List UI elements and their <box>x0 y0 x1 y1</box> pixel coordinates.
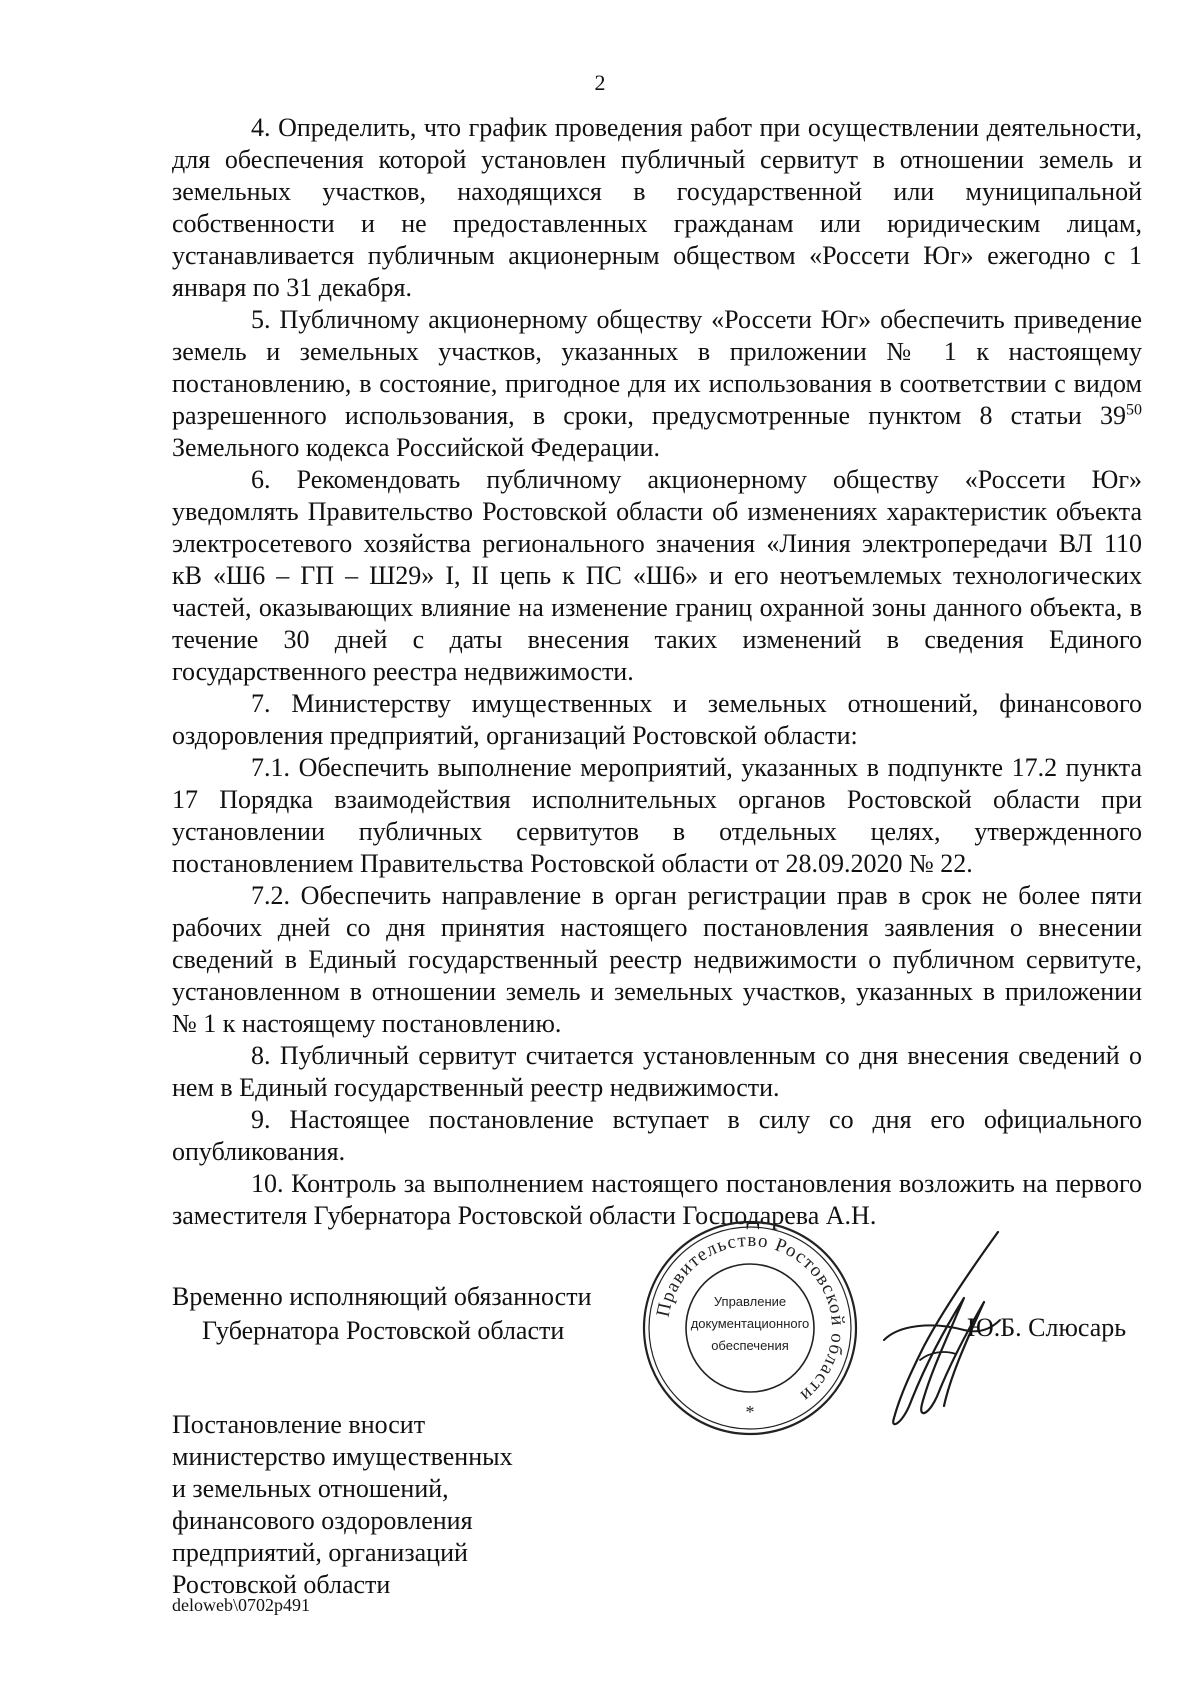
submitter-line: министерство имущественных <box>172 1442 513 1471</box>
signatory-position-line1: Временно исполняющий обязанности <box>172 1282 592 1311</box>
page-number: 2 <box>594 70 606 95</box>
signatory-position-line2: Губернатора Ростовской области <box>202 1316 565 1345</box>
submitter-block <box>172 1409 513 1601</box>
paragraph-9: 9. Настоящее постановление вступает в силу со дня его официального опубликования. <box>172 1105 1142 1166</box>
submitter-line: предприятий, организаций <box>172 1538 468 1567</box>
paragraph-6: 6. Рекомендовать публичному акционерному обществу «Россети Юг» уведомлять Правительство Ростовской области об изменениях характеристик объекта электросетевого хозяйства регионального значения «Линия электропередачи ВЛ 110 кВ «Ш6 – ГП – Ш29» I, II цепь к ПС «Ш6» и его неотъемлемых технологических частей, оказывающих влияние на изменение границ охранной зоны данного объекта, в течение 30 дней с даты внесения таких изменений в сведения Единого государственного реестра недвижимости. <box>172 465 1142 686</box>
paragraph-5-tail: Земельного кодекса Российской Федерации. <box>172 433 660 462</box>
submitter-line: Постановление вносит <box>172 1410 426 1439</box>
seal-ring-text: Правительство Ростовской области <box>652 1229 849 1407</box>
paragraph-7-2: 7.2. Обеспечить направление в орган регистрации прав в срок не более пяти рабочих дней со дня принятия настоящего постановления заявления о внесении сведений в Единый государственный реестр недвижимости о публичном сервитуте, установленном в отношении земель и земельных участков, указанных в приложении № 1 к настоящему постановлению. <box>172 881 1142 1038</box>
paragraph-7: 7. Министерству имущественных и земельных отношений, финансового оздоровления предприятий, организаций Ростовской области: <box>172 689 1142 750</box>
seal-center-line3: обеспечения <box>711 1338 789 1353</box>
article-superscript: 50 <box>1126 401 1142 419</box>
seal-center-line2: документационного <box>690 1316 810 1331</box>
paragraph-10: 10. Контроль за выполнением настоящего постановления возложить на первого заместителя Губернатора Ростовской области Господарева А.Н. <box>172 1169 1142 1230</box>
submitter-line: Ростовской области <box>172 1570 391 1599</box>
signatory-position <box>172 1280 592 1348</box>
seal-star: * <box>745 1402 755 1422</box>
paragraph-8: 8. Публичный сервитут считается установленным со дня внесения сведений о нем в Единый государственный реестр недвижимости. <box>172 1041 1142 1102</box>
document-code: deloweb\0702p491 <box>172 1595 310 1615</box>
paragraph-5 <box>172 304 1142 464</box>
seal-center-line1: Управление <box>713 1294 787 1309</box>
paragraph-5-main: 5. Публичному акционерному обществу «Россети Юг» обеспечить приведение земель и земельных участков, указанных в приложении № 1 к настоящему постановлению, в состояние, пригодное для их использования в соответствии с видом разрешенного использования, в сроки, предусмотренные пунктом 8 статьи 39 <box>172 305 1142 430</box>
paragraph-4: 4. Определить, что график проведения работ при осуществлении деятельности, для обеспечения которой установлен публичный сервитут в отношении земель и земельных участков, находящихся в государственной или муниципальной собственности и не предоставленных гражданам или юридическим лицам, устанавливается публичным акционерным обществом «Россети Юг» ежегодно с 1 января по 31 декабря. <box>172 113 1142 302</box>
official-seal-icon <box>640 1218 860 1438</box>
signatory-name: Ю.Б. Слюсарь <box>967 1313 1127 1342</box>
body-text <box>172 112 1142 1232</box>
submitter-line: финансового оздоровления <box>172 1506 473 1535</box>
submitter-line: и земельных отношений, <box>172 1474 449 1503</box>
paragraph-7-1: 7.1. Обеспечить выполнение мероприятий, указанных в подпункте 17.2 пункта 17 Порядка взаимодействия исполнительных органов Ростовской области при установлении публичных сервитутов в отдельных целях, утвержденного постановлением Правительства Ростовской области от 28.09.2020 № 22. <box>172 753 1142 878</box>
